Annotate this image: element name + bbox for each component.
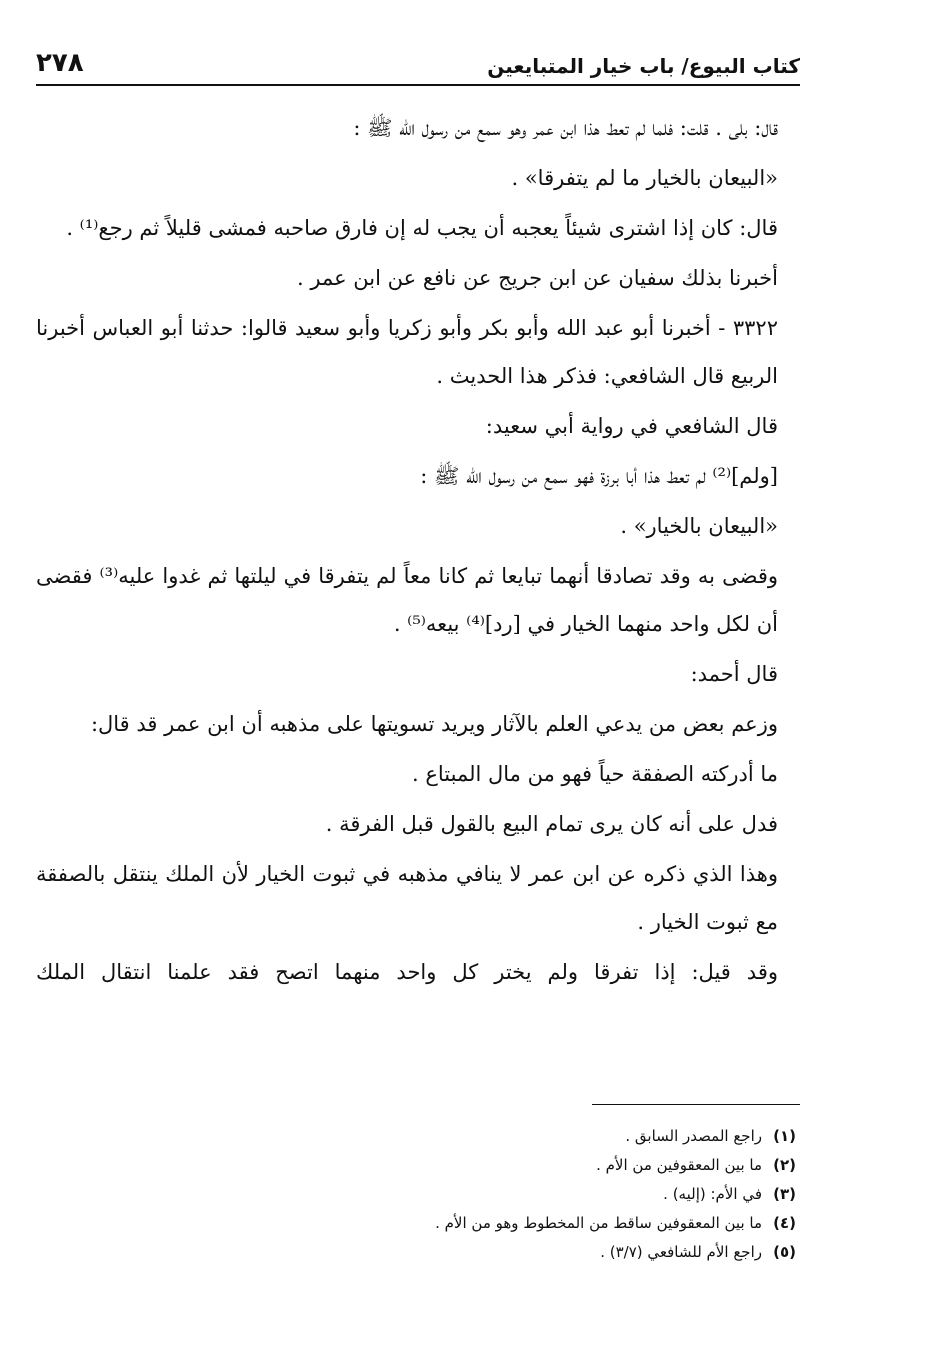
paragraph: قال: بلى . قلت: فلما لم تعط هذا ابن عمر وهو سمع من رسول الله ﷺ : bbox=[353, 116, 778, 140]
footnote-text: راجع المصدر السابق . bbox=[625, 1127, 762, 1145]
book-page bbox=[36, 40, 800, 1330]
hadith-quote: «البيعان بالخيار ما لم يتفرقا» . bbox=[511, 166, 778, 190]
paragraph: ما أدركته الصفقة حياً فهو من مال المبتاع . bbox=[412, 762, 778, 786]
footnote bbox=[36, 1151, 800, 1180]
footnote-text: راجع الأم للشافعي (٣/٧) . bbox=[600, 1243, 762, 1261]
paragraph: قال الشافعي في رواية أبي سعيد: bbox=[485, 414, 778, 438]
footnote-divider bbox=[592, 1104, 800, 1105]
footnote-number: (٢) bbox=[773, 1156, 796, 1174]
footnote bbox=[36, 1209, 800, 1238]
page-number: ٢٧٨ bbox=[36, 48, 84, 78]
footnote bbox=[36, 1180, 800, 1209]
paragraph: [ولم]⁽²⁾ لم تعط هذا أبا برزة فهو سمع من رسول الله ﷺ : bbox=[420, 464, 778, 488]
footnote-text: ما بين المعقوفين من الأم . bbox=[596, 1156, 762, 1174]
footnote bbox=[36, 1238, 800, 1267]
hadith-quote: «البيعان بالخيار» . bbox=[620, 514, 778, 538]
page-header bbox=[36, 40, 800, 86]
paragraph: قال أحمد: bbox=[690, 662, 778, 686]
footnotes bbox=[36, 1122, 800, 1267]
footnote-number: (٣) bbox=[773, 1185, 796, 1203]
footnote-text: ما بين المعقوفين ساقط من المخطوط وهو من الأم . bbox=[435, 1214, 762, 1232]
paragraph: قال: كان إذا اشترى شيئاً يعجبه أن يجب له إن فارق صاحبه فمشى قليلاً ثم رجع⁽¹⁾ . bbox=[66, 216, 778, 240]
footnote-number: (٥) bbox=[773, 1243, 796, 1261]
footnote-number: (٤) bbox=[773, 1214, 796, 1232]
footnote-number: (١) bbox=[773, 1127, 796, 1145]
footnote-text: في الأم: (إليه) . bbox=[663, 1185, 762, 1203]
paragraph: فدل على أنه كان يرى تمام البيع بالقول قبل الفرقة . bbox=[325, 812, 778, 836]
paragraph: وهذا الذي ذكره عن ابن عمر لا ينافي مذهبه في ثبوت الخيار لأن الملك ينتقل بالصفقة مع ثبوت الخيار . bbox=[36, 862, 778, 934]
footnote bbox=[36, 1122, 800, 1151]
paragraph: أخبرنا بذلك سفيان عن ابن جريج عن نافع عن ابن عمر . bbox=[297, 266, 778, 290]
paragraph: وزعم بعض من يدعي العلم بالآثار ويريد تسويتها على مذهبه أن ابن عمر قد قال: bbox=[90, 712, 778, 736]
running-title: كتاب البيوع/ باب خيار المتبايعين bbox=[487, 54, 800, 78]
hadith-paragraph: ٣٣٢٢ - أخبرنا أبو عبد الله وأبو بكر وأبو زكريا وأبو سعيد قالوا: حدثنا أبو العباس أخبرنا الربيع قال الشافعي: فذكر هذا الحديث . bbox=[36, 316, 778, 388]
main-text bbox=[36, 104, 800, 996]
paragraph: وقضى به وقد تصادقا أنهما تبايعا ثم كانا معاً لم يتفرقا في ليلتها ثم غدوا عليه⁽³⁾ فقضى أن لكل واحد منهما الخيار في [رد]⁽⁴⁾ بيعه⁽⁵⁾ . bbox=[36, 564, 778, 636]
paragraph: وقد قيل: إذا تفرقا ولم يختر كل واحد منهما اتصح فقد علمنا انتقال الملك bbox=[36, 960, 778, 984]
